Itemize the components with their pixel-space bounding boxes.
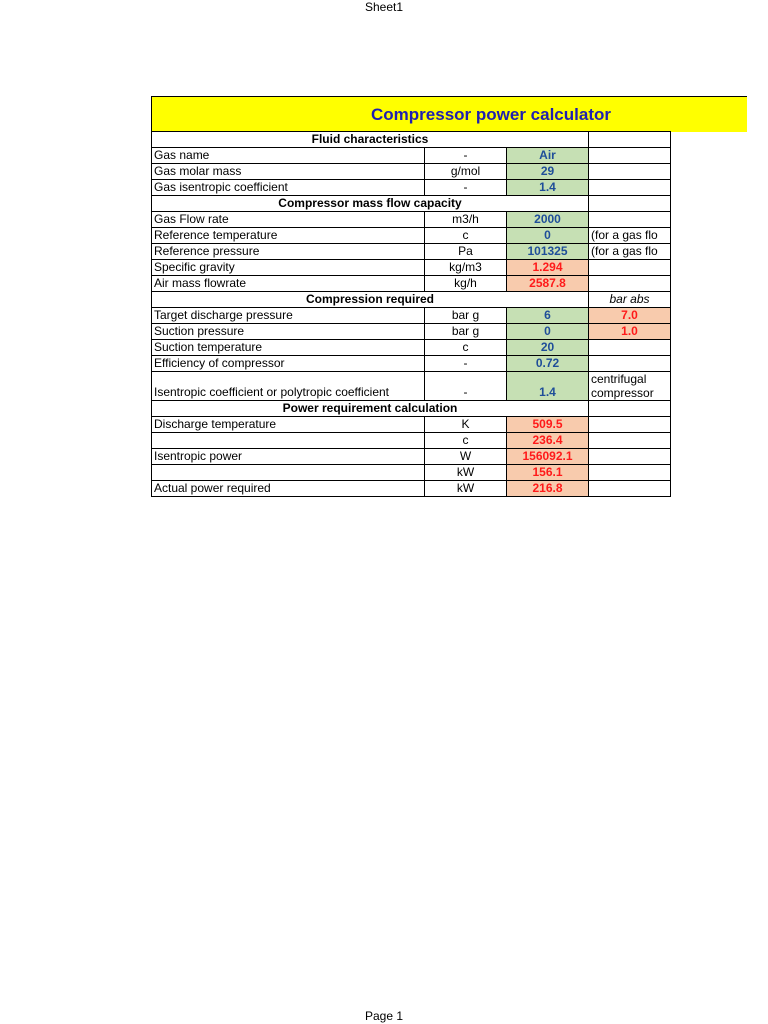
section-row (152, 401, 671, 417)
row-unit: - (425, 148, 507, 164)
input-value[interactable]: 0 (507, 324, 589, 340)
row-label: Gas Flow rate (152, 212, 425, 228)
input-value[interactable]: 0 (507, 228, 589, 244)
section-header: Compression required (152, 292, 589, 308)
table-row (152, 148, 671, 164)
note-cell: (for a gas flo (589, 244, 671, 260)
calculator-table (151, 131, 671, 497)
table-row (152, 260, 671, 276)
row-label (152, 465, 425, 481)
row-unit: K (425, 417, 507, 433)
note-cell: (for a gas flo (589, 228, 671, 244)
note-cell (589, 132, 671, 148)
computed-value: 236.4 (507, 433, 589, 449)
section-row (152, 292, 671, 308)
input-value[interactable]: 0.72 (507, 356, 589, 372)
row-label: Target discharge pressure (152, 308, 425, 324)
input-value[interactable]: 2000 (507, 212, 589, 228)
note-cell (589, 465, 671, 481)
note-cell (589, 164, 671, 180)
row-unit: W (425, 449, 507, 465)
page-footer: Page 1 (364, 1009, 404, 1023)
note-cell: centrifugal compressor (589, 372, 671, 401)
table-row (152, 481, 671, 497)
note-cell (589, 356, 671, 372)
computed-value: 156092.1 (507, 449, 589, 465)
row-unit: m3/h (425, 212, 507, 228)
table-row (152, 465, 671, 481)
computed-value: 156.1 (507, 465, 589, 481)
row-unit: kW (425, 465, 507, 481)
computed-value: 2587.8 (507, 276, 589, 292)
row-label: Reference temperature (152, 228, 425, 244)
row-unit: c (425, 340, 507, 356)
row-unit: c (425, 228, 507, 244)
note-cell (589, 401, 671, 417)
note-cell (589, 148, 671, 164)
table-row (152, 228, 671, 244)
section-header: Fluid characteristics (152, 132, 589, 148)
note-cell (589, 260, 671, 276)
row-label: Actual power required (152, 481, 425, 497)
note-cell (589, 449, 671, 465)
row-unit: c (425, 433, 507, 449)
table-row (152, 340, 671, 356)
input-value[interactable]: 1.4 (507, 180, 589, 196)
row-unit: - (425, 356, 507, 372)
section-row (152, 132, 671, 148)
table-row (152, 417, 671, 433)
abs-value: 1.0 (589, 324, 671, 340)
input-value[interactable]: 6 (507, 308, 589, 324)
table-row (152, 244, 671, 260)
row-label (152, 433, 425, 449)
note-cell (589, 417, 671, 433)
row-label: Reference pressure (152, 244, 425, 260)
title-band (151, 96, 747, 132)
row-unit: kg/m3 (425, 260, 507, 276)
computed-value: 509.5 (507, 417, 589, 433)
table-row (152, 164, 671, 180)
row-label: Air mass flowrate (152, 276, 425, 292)
table-row (152, 372, 671, 401)
page-title: Compressor power calculator (371, 105, 611, 124)
note-cell (589, 276, 671, 292)
table-row (152, 276, 671, 292)
table-row (152, 356, 671, 372)
table-row (152, 433, 671, 449)
row-label: Efficiency of compressor (152, 356, 425, 372)
note-cell (589, 212, 671, 228)
table-row (152, 212, 671, 228)
row-label: Isentropic coefficient or polytropic coefficient (152, 372, 425, 401)
input-value[interactable]: 20 (507, 340, 589, 356)
input-value[interactable]: 101325 (507, 244, 589, 260)
row-unit: - (425, 372, 507, 401)
row-label: Suction temperature (152, 340, 425, 356)
bar-abs-label: bar abs (589, 292, 671, 308)
row-unit: bar g (425, 324, 507, 340)
row-label: Specific gravity (152, 260, 425, 276)
row-unit: - (425, 180, 507, 196)
row-unit: Pa (425, 244, 507, 260)
row-label: Isentropic power (152, 449, 425, 465)
table-row (152, 449, 671, 465)
computed-value: 1.294 (507, 260, 589, 276)
row-label: Suction pressure (152, 324, 425, 340)
computed-value: 216.8 (507, 481, 589, 497)
row-label: Discharge temperature (152, 417, 425, 433)
note-cell (589, 196, 671, 212)
input-value[interactable]: Air (507, 148, 589, 164)
note-cell (589, 481, 671, 497)
row-unit: bar g (425, 308, 507, 324)
abs-value: 7.0 (589, 308, 671, 324)
row-unit: kg/h (425, 276, 507, 292)
row-label: Gas molar mass (152, 164, 425, 180)
table-row (152, 180, 671, 196)
row-label: Gas isentropic coefficient (152, 180, 425, 196)
input-value[interactable]: 1.4 (507, 372, 589, 401)
sheet-name: Sheet1 (364, 0, 404, 14)
table-row (152, 324, 671, 340)
note-cell (589, 433, 671, 449)
row-unit: g/mol (425, 164, 507, 180)
input-value[interactable]: 29 (507, 164, 589, 180)
note-cell (589, 340, 671, 356)
section-row (152, 196, 671, 212)
row-unit: kW (425, 481, 507, 497)
section-header: Power requirement calculation (152, 401, 589, 417)
note-cell (589, 180, 671, 196)
section-header: Compressor mass flow capacity (152, 196, 589, 212)
table-row (152, 308, 671, 324)
row-label: Gas name (152, 148, 425, 164)
